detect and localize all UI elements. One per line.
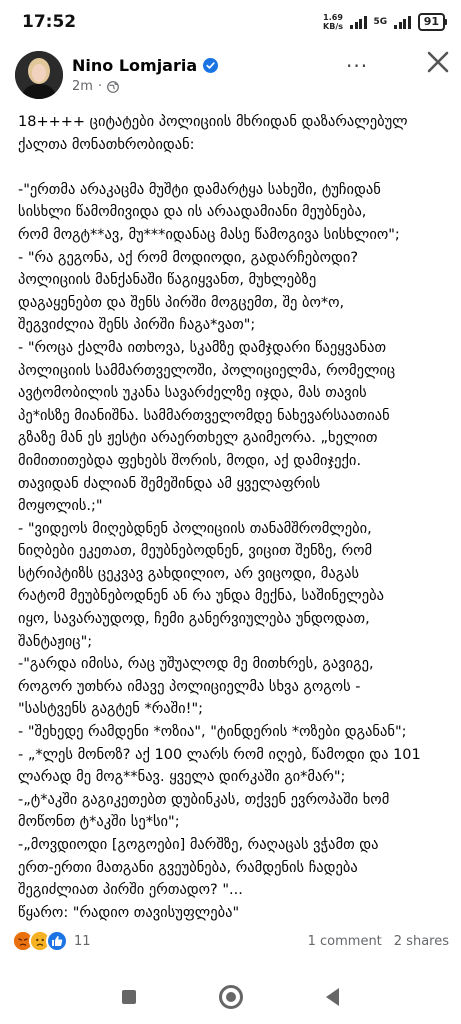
author-name[interactable]: Nino Lomjaria: [72, 56, 198, 75]
system-nav-bar: [0, 970, 461, 1024]
close-icon[interactable]: [424, 48, 452, 76]
status-bar: [0, 0, 461, 44]
network-speed-value: 1.69: [323, 13, 343, 22]
reaction-icons[interactable]: [12, 930, 68, 952]
like-reaction-icon: [46, 930, 68, 952]
post-text-line: პოლიციის მანქანაში წაგიყვანთ, მუხლებზე: [18, 272, 317, 289]
post-text-line: როგორ უთხრა იმავე პოლიციელმა სხვა გოგოს -: [18, 678, 361, 695]
post-text-line: პოლიციის სამმართველოში, პოლიციელმა, რომელიც: [18, 362, 396, 379]
avatar[interactable]: [15, 51, 63, 99]
post-text-line: ნიღბები ეკეთათ, მეუბნებოდნენ, ვიცით შენზე, რომ: [18, 543, 373, 560]
verified-badge-icon: [203, 58, 218, 73]
signal-icon-2: [394, 15, 411, 29]
post-text-line: რატომ მეუბნებოდნენ ან რა უნდა მექნა, საშინელება: [18, 588, 384, 605]
recent-apps-button[interactable]: [122, 990, 136, 1004]
reaction-count[interactable]: 11: [74, 933, 91, 949]
post-text: [18, 111, 448, 924]
post-text-line: შანტაჟიც";: [18, 633, 93, 650]
meta-separator: ·: [97, 79, 103, 94]
post-text-line: ერთ-ერთი მათგანი გვეუბნება, რამდენის ჩადება: [18, 859, 358, 876]
globe-icon: [107, 81, 119, 93]
shares-count[interactable]: 2 shares: [393, 933, 449, 949]
post-text-line: 18++++ ციტატები პოლიციის მხრიდან დაზარალებულ: [18, 114, 408, 130]
post-text-line: სტრიპტიზს ცეკვავ გახდილიო, არ ვიცოდი, მაგას: [18, 565, 360, 582]
post-text-line: შეგიძლიათ პირში ერთადო? "...: [18, 882, 243, 899]
post-text-line: თავიდან ძალიან შემეშინდა ამ ყველაფრის: [18, 475, 321, 492]
post-text-line: წყარო: "რადიო თავისუფლება": [18, 904, 240, 921]
post-header: [0, 44, 461, 108]
post-text-line: ავტომობილის უკანა სავარძელზე იჯდა, მას თავის: [18, 385, 367, 402]
post-text-line: მოწონთ ტ*აკში სე*სი";: [18, 814, 180, 831]
post-text-line: -„მოვდიოდი [გოგოები] მარშზე, რაღაცას ვჭამთ და: [18, 837, 379, 853]
post-text-line: მოყოლის.;": [18, 498, 103, 515]
reactions-bar: [12, 929, 449, 953]
post-text-line: - "რა გეგონა, აქ რომ მოდიოდი, გადარჩებოდი?: [18, 249, 359, 266]
post-text-line: სისხლი წამომივიდა და ის არაადამიანი მეუბნება,: [18, 204, 367, 221]
comments-count[interactable]: 1 comment: [307, 933, 382, 949]
post-text-line: მიმითითებდა ფეხებს შორის, მოდი, აქ დამიჯექი.: [18, 452, 362, 469]
more-options-button[interactable]: ···: [346, 54, 369, 78]
post-text-line: -„ტ*აკში გაგიკეთებთ დუბინკას, თქვენ ევროპაში ხომ: [18, 791, 390, 808]
post-text-line: -"ერთმა არაკაცმა მუშტი დამარტყა სახეში, ტუჩიდან: [18, 181, 381, 198]
post-text-line: - "როცა ქალმა ითხოვა, სკამზე დამჯდარი წაეყვანათ: [18, 339, 387, 356]
post-meta: [72, 79, 119, 94]
post-text-line: -"გარდა იმისა, რაც უშუალოდ მე მითხრეს, გავიგე,: [18, 656, 374, 673]
post-text-line: რომ მოგტ**ავ, მუ***იდანაც მასე წამოგივა სისხლიო";: [18, 226, 400, 243]
post-text-line: - "შეხედე რამდენი *ოზია", "ტინდერის *ოზები დგანან";: [18, 724, 407, 741]
post-text-line: ქალთა მონათხრობიდან:: [18, 136, 195, 153]
network-speed: [323, 13, 343, 31]
network-speed-unit: KB/s: [323, 22, 344, 31]
battery-icon: [418, 13, 447, 31]
back-button[interactable]: [326, 988, 339, 1006]
post-text-line: [18, 156, 448, 179]
engagement-counts: [308, 934, 449, 949]
post-text-line: დაგაყენებთ და შენს პირში მოგცემთ, შე ბო*ო,: [18, 294, 345, 311]
status-indicators: [323, 13, 447, 31]
post-text-line: "სასტვენს გაგტენ *რაში!";: [18, 701, 204, 718]
post-text-line: შეგვიძლია შენს პირში ჩაგა*ვათ";: [18, 317, 256, 334]
home-button[interactable]: [219, 985, 243, 1009]
battery-level: 91: [418, 13, 445, 31]
post-text-line: - "ვიდეოს მიღებდნენ პოლიციის თანამშრომლები,: [18, 520, 372, 537]
author-row: [72, 56, 218, 75]
post-time[interactable]: 2m: [72, 79, 93, 94]
status-time: 17:52: [22, 12, 77, 32]
network-type: 5G: [373, 17, 388, 27]
post-text-line: პე*ისზე მიანიშნა. სამმართველომდე ნახევარსაათიან: [18, 407, 390, 424]
signal-icon: [350, 15, 367, 29]
post-text-line: იყო, სავარაუდოდ, ჩემი განერვიულება უნდოდათ,: [18, 611, 370, 628]
post-text-line: გზაზე მან ეს ჟესტი არაერთხელ გაიმეორა. „ხელით: [18, 430, 378, 447]
post-text-line: - „*ლეს მონოზ? აქ 100 ლარს რომ იღებ, წამოდი და 101: [18, 746, 421, 763]
post-text-line: ლარად მე მოგ**ნავ. ყველა დირკაში გი*მარ";: [18, 769, 346, 786]
